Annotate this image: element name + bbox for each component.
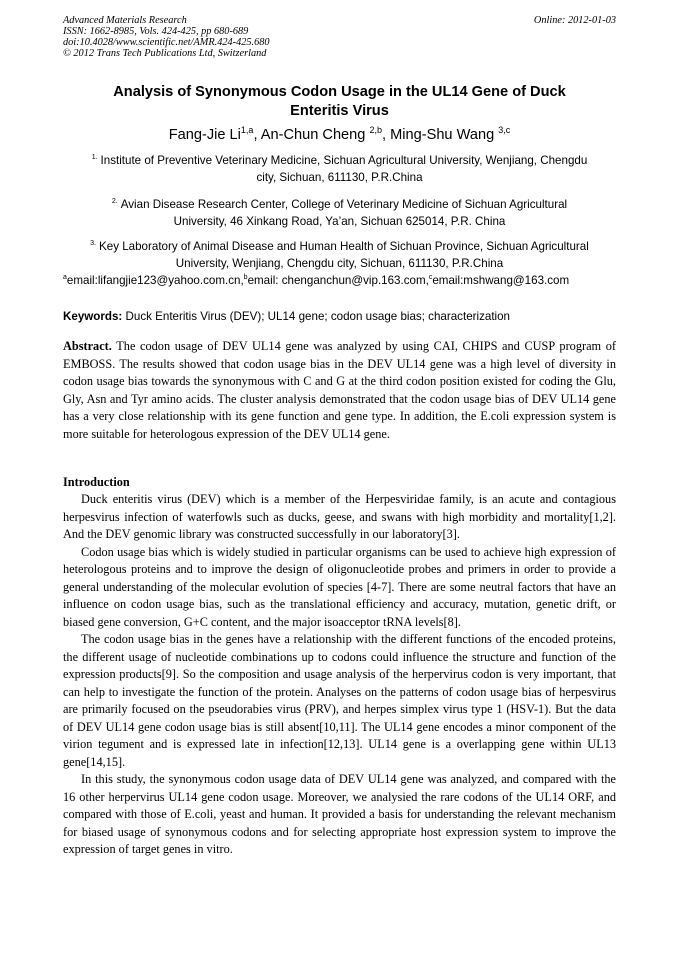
author-separator: , xyxy=(381,127,391,143)
doi-line: doi:10.4028/www.scientific.net/AMR.424-425.680 xyxy=(63,37,270,48)
affiliation-line: University, Wenjiang, Chengdu city, Sichuan, 611130, P.R.China xyxy=(175,257,504,270)
affiliation-1 xyxy=(63,152,616,186)
author-list xyxy=(63,126,616,144)
affiliation-line: University, 46 Xinkang Road, Ya’an, Sichuan 625014, P.R. China xyxy=(173,215,506,228)
author-name: Fang-Jie Li xyxy=(168,127,241,143)
copyright-line: © 2012 Trans Tech Publications Ltd, Switzerland xyxy=(63,48,267,59)
title-line-1: Analysis of Synonymous Codon Usage in the UL14 Gene of Duck xyxy=(113,84,566,100)
keywords xyxy=(63,309,616,325)
email-mark: a xyxy=(63,274,67,281)
abstract-text: The codon usage of DEV UL14 gene was analyzed by using CAI, CHIPS and CUSP program of EMBOSS. The results showed that codon usage bias in the DEV UL14 gene was a high level of diversity in codon usage bias towards the synonymous with C and G at the third codon position existed for coding the Glu, Gly, Asn and Tyr amino acids. The cluster analysis demonstrated that the codon usage bias of DEV UL14 gene has a very close relationship with its gene function and gene type. In addition, the E.coli expression system is more suitable for heterologous expression of the DEV UL14 gene. xyxy=(63,339,616,441)
affiliation-line: city, Sichuan, 611130, P.R.China xyxy=(256,171,423,184)
journal-name: Advanced Materials Research xyxy=(63,15,187,26)
title-line-2: Enteritis Virus xyxy=(290,103,389,119)
email-address[interactable]: email:lifangjie123@yahoo.com.cn, xyxy=(66,274,244,287)
email-address[interactable]: email:mshwang@163.com xyxy=(432,274,570,287)
online-date: Online: 2012-01-03 xyxy=(533,15,616,26)
email-address[interactable]: email: chenganchun@vip.163.com, xyxy=(247,274,429,287)
email-mark: b xyxy=(243,274,248,281)
keywords-label: Keywords: xyxy=(63,310,123,323)
author-affiliation-mark: 3,c xyxy=(498,125,511,135)
email-mark: c xyxy=(428,274,433,281)
paragraph: Codon usage bias which is widely studied in particular organisms can be used to achieve high expression of heterologous proteins and to improve the design of oligonucleotide probes and primers in order to provide a general understanding of the molecular evolution of species [4-7]. There are some neutral factors that have an influence on codon usage bias, such as the translational efficiency and accuracy, mutation, genetic drift, or biased gene conversion, G+C content, and the major isoacceptor tRNA levels[8]. xyxy=(63,544,616,629)
paragraph: The codon usage bias in the genes have a relationship with the different functions of the encoded proteins, the different usage of nucleotide combinations up to codons could influence the structure and function of the expression products[9]. So the composition and usage analysis of the herpervirus codon is very important, that can help to investigate the function of the protein. Analyses on the patterns of codon usage bias of herpesvirus are primarily focused on the pseudorabies virus (PRV), and herpes simplex virus type 1 (HSV-1). But the data of DEV UL14 gene codon usage bias is still absent[10,11]. The UL14 gene encodes a minor component of the virion tegument and is expressed late in infection[12,13]. UL14 gene is a overlapping gene within UL13 gene[14,15]. xyxy=(63,632,616,769)
affiliation-number: 3. xyxy=(90,240,97,247)
author-name: An-Chun Cheng xyxy=(260,127,370,143)
author-separator: , xyxy=(253,127,261,143)
author-name: Ming-Shu Wang xyxy=(390,127,499,143)
affiliation-number: 1. xyxy=(91,154,98,161)
paragraph: In this study, the synonymous codon usage data of DEV UL14 gene was analyzed, and compared with the 16 other herpervirus UL14 gene codon usage. Moreover, we analysied the rare codons of the UL14 ORF, and compared with those of E.coli, yeast and human. It provided a basis for understanding the relevant mechanism for biased usage of synonymous codons and for selecting appropriate host expression system to improve the expression of target genes in vitro. xyxy=(63,772,616,856)
affiliation-line: Avian Disease Research Center, College of Veterinary Medicine of Sichuan Agricultural xyxy=(120,198,568,211)
author-affiliation-mark: 1,a xyxy=(240,125,254,135)
journal-header xyxy=(63,15,616,59)
affiliation-line: Key Laboratory of Animal Disease and Human Health of Sichuan Province, Sichuan Agricultural xyxy=(99,240,589,253)
paragraph: Duck enteritis virus (DEV) which is a member of the Herpesviridae family, is an acute and contagious herpesvirus infection of waterfowls such as ducks, geese, and swans with high morbidity and mortality[1,2]. And the DEV genomic library was constructed successfully in our laboratory[3]. xyxy=(63,492,616,541)
abstract xyxy=(63,338,616,443)
paper-title xyxy=(63,83,616,121)
affiliation-3 xyxy=(63,238,616,272)
introduction-body xyxy=(63,491,616,859)
affiliation-number: 2. xyxy=(111,198,118,205)
author-emails xyxy=(63,273,623,289)
keywords-text: Duck Enteritis Virus (DEV); UL14 gene; codon usage bias; characterization xyxy=(122,310,511,323)
author-affiliation-mark: 2,b xyxy=(369,125,382,135)
affiliation-line: Institute of Preventive Veterinary Medicine, Sichuan Agricultural University, Wenjiang, Chengdu xyxy=(100,154,588,167)
abstract-label: Abstract. xyxy=(63,339,112,353)
introduction-heading: Introduction xyxy=(63,475,130,489)
issn-line: ISSN: 1662-8985, Vols. 424-425, pp 680-689 xyxy=(63,26,249,37)
affiliation-2 xyxy=(63,196,616,230)
